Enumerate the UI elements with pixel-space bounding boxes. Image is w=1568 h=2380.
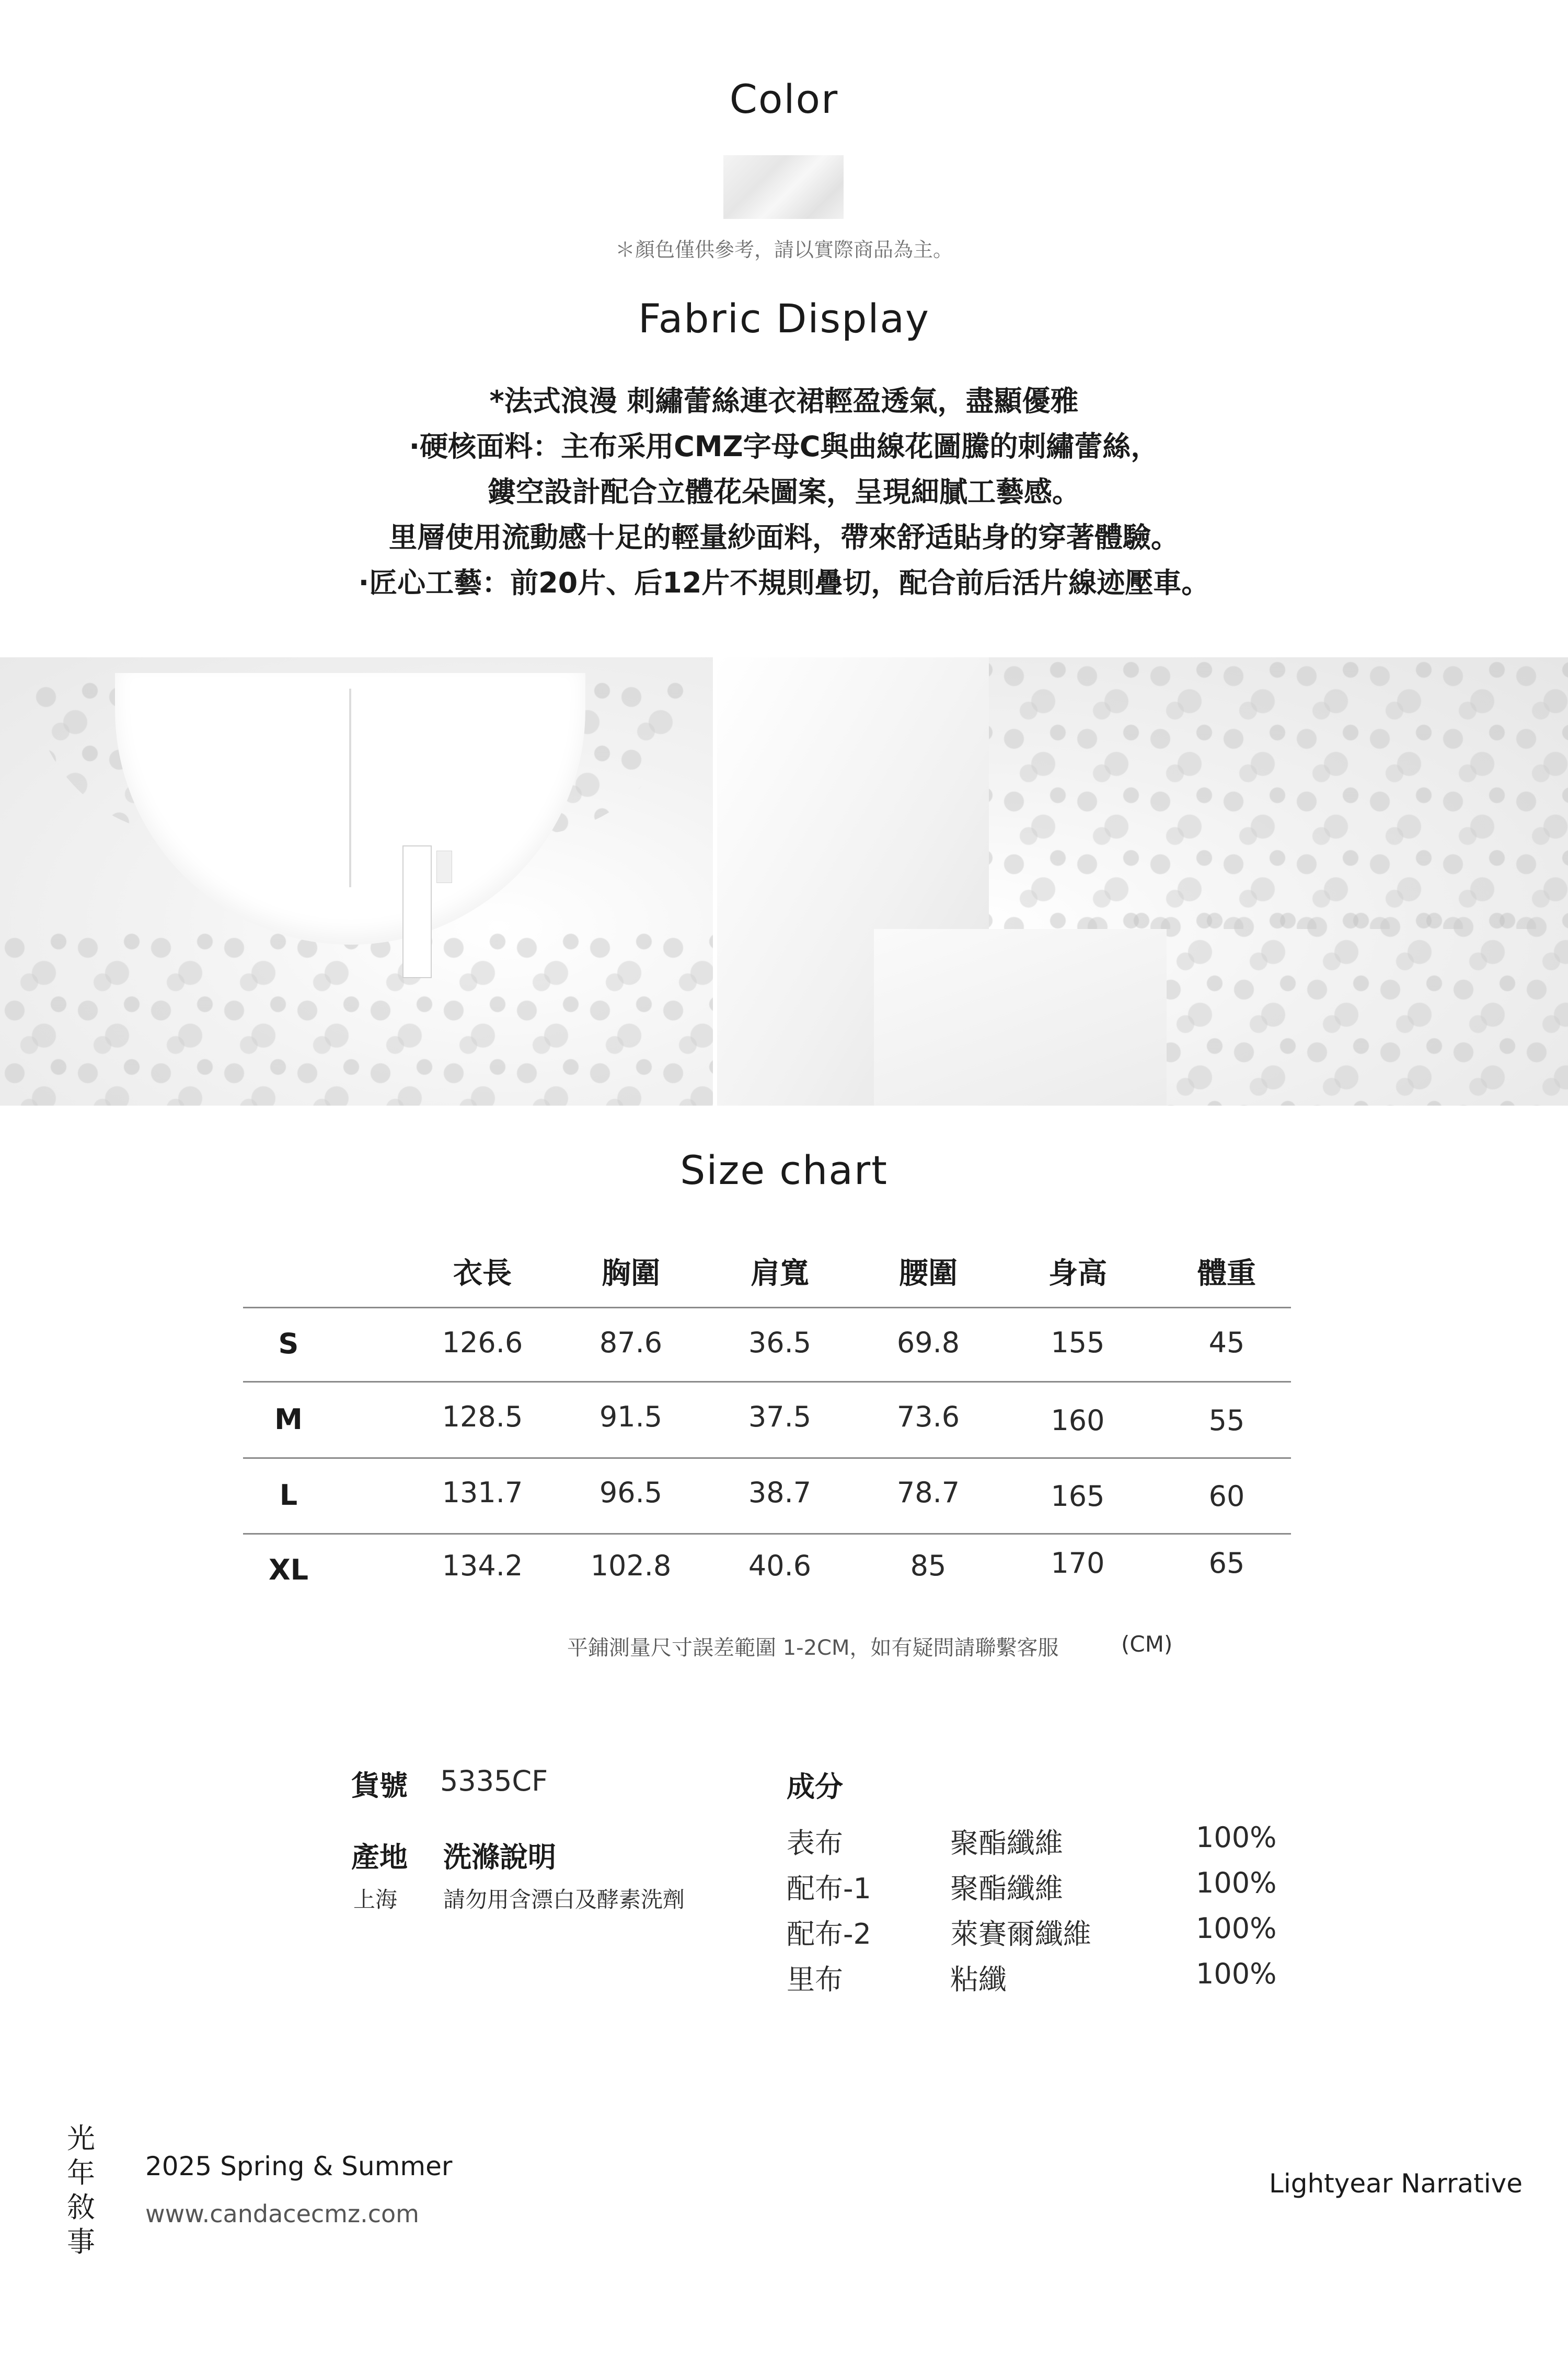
composition-percent: 100% bbox=[1196, 1957, 1277, 1990]
table-cell: 85 bbox=[910, 1549, 947, 1582]
table-cell: 45 bbox=[1208, 1326, 1245, 1359]
season-text: 2025 Spring & Summer bbox=[145, 2151, 453, 2181]
fabric-line: ·匠心工藝：前20片、后12片不規則疊切，配合前后活片線迹壓車。 bbox=[358, 566, 1210, 599]
wash-label: 洗滌說明 bbox=[443, 1841, 556, 1874]
item-no-value: 5335CF bbox=[440, 1764, 548, 1797]
header-height: 身高 bbox=[1048, 1257, 1107, 1291]
origin-value: 上海 bbox=[353, 1887, 398, 1912]
item-no-label: 貨號 bbox=[351, 1769, 408, 1802]
table-cell: 131.7 bbox=[442, 1476, 523, 1509]
table-cell: 55 bbox=[1208, 1404, 1245, 1437]
table-cell: 38.7 bbox=[748, 1476, 812, 1509]
brand-char: 敘 bbox=[67, 2191, 95, 2224]
table-cell: 160 bbox=[1051, 1404, 1105, 1437]
table-cell: 134.2 bbox=[442, 1549, 523, 1582]
table-cell: 165 bbox=[1051, 1480, 1105, 1513]
header-weight: 體重 bbox=[1197, 1257, 1256, 1291]
fabric-line: 里層使用流動感十足的輕量紗面料，帶來舒适貼身的穿著體驗。 bbox=[389, 521, 1179, 554]
size-chart-note: 平鋪測量尺寸誤差範圍 1-2CM，如有疑問請聯繫客服 bbox=[567, 1636, 1059, 1660]
fabric-line: 鏤空設計配合立體花朵圖案，呈現細膩工藝感。 bbox=[488, 475, 1080, 508]
garment-label-tag bbox=[402, 845, 432, 978]
brand-tagline: Lightyear Narrative bbox=[1269, 2168, 1523, 2199]
table-cell: 128.5 bbox=[442, 1400, 523, 1433]
zipper-seam bbox=[349, 689, 351, 887]
composition-label: 成分 bbox=[787, 1770, 843, 1803]
header-length: 衣長 bbox=[453, 1257, 512, 1291]
table-cell: 78.7 bbox=[896, 1476, 960, 1509]
fabric-line: ·硬核面料：主布采用CMZ字母C與曲線花圖騰的刺繡蕾絲， bbox=[409, 430, 1159, 463]
composition-part: 配布-1 bbox=[787, 1872, 871, 1905]
size-chart-unit: (CM) bbox=[1121, 1631, 1173, 1657]
size-label-xl: XL bbox=[268, 1553, 309, 1586]
origin-label: 產地 bbox=[351, 1841, 408, 1874]
table-divider bbox=[243, 1457, 1291, 1459]
table-cell: 96.5 bbox=[599, 1476, 663, 1509]
fabric-photo-sleeve-detail bbox=[717, 657, 1568, 1106]
composition-part: 表布 bbox=[787, 1827, 843, 1860]
wash-value: 請勿用含漂白及酵素洗劑 bbox=[443, 1887, 685, 1912]
composition-percent: 100% bbox=[1196, 1912, 1277, 1945]
fabric-title: Fabric Display bbox=[638, 295, 930, 342]
size-label-s: S bbox=[278, 1327, 299, 1360]
table-divider bbox=[243, 1307, 1291, 1308]
table-cell: 40.6 bbox=[748, 1549, 812, 1582]
table-cell: 60 bbox=[1208, 1480, 1245, 1513]
table-cell: 155 bbox=[1051, 1326, 1105, 1359]
size-chart-title: Size chart bbox=[680, 1147, 888, 1193]
header-waist: 腰圍 bbox=[899, 1257, 958, 1291]
composition-percent: 100% bbox=[1196, 1821, 1277, 1854]
color-note: ＊顏色僅供參考，請以實際商品為主。 bbox=[615, 238, 953, 261]
table-cell: 37.5 bbox=[748, 1400, 812, 1433]
table-cell: 65 bbox=[1208, 1547, 1245, 1580]
fabric-description bbox=[0, 378, 1568, 606]
website-link[interactable]: www.candacecmz.com bbox=[145, 2200, 419, 2228]
color-swatch-white[interactable] bbox=[723, 155, 844, 219]
composition-percent: 100% bbox=[1196, 1866, 1277, 1899]
table-cell: 91.5 bbox=[599, 1400, 663, 1433]
composition-material: 聚酯纖維 bbox=[950, 1827, 1063, 1860]
brand-char: 事 bbox=[67, 2225, 95, 2258]
table-cell: 73.6 bbox=[896, 1400, 960, 1433]
table-cell: 170 bbox=[1051, 1547, 1105, 1580]
table-divider bbox=[243, 1381, 1291, 1383]
composition-material: 粘纖 bbox=[950, 1963, 1007, 1996]
size-label-m: M bbox=[274, 1403, 303, 1436]
fabric-line: *法式浪漫 刺繡蕾絲連衣裙輕盈透氣，盡顯優雅 bbox=[489, 385, 1079, 417]
brand-char: 年 bbox=[67, 2156, 95, 2189]
care-label-tag bbox=[436, 851, 452, 883]
size-label-l: L bbox=[279, 1479, 298, 1512]
fabric-photo-neckline bbox=[0, 657, 713, 1106]
table-cell: 69.8 bbox=[896, 1326, 960, 1359]
composition-part: 里布 bbox=[787, 1963, 843, 1996]
brand-char: 光 bbox=[67, 2122, 95, 2155]
composition-material: 萊賽爾纖維 bbox=[950, 1918, 1091, 1951]
composition-part: 配布-2 bbox=[787, 1918, 871, 1951]
lining-fabric bbox=[874, 929, 1167, 1106]
color-title: Color bbox=[729, 76, 839, 122]
brand-vertical-logo bbox=[64, 2121, 98, 2259]
table-cell: 36.5 bbox=[748, 1326, 812, 1359]
header-chest: 胸圍 bbox=[602, 1257, 660, 1291]
table-cell: 126.6 bbox=[442, 1326, 523, 1359]
lace-texture bbox=[0, 929, 713, 1106]
table-cell: 102.8 bbox=[590, 1549, 672, 1582]
composition-material: 聚酯纖維 bbox=[950, 1872, 1063, 1905]
table-divider bbox=[243, 1533, 1291, 1535]
header-shoulder: 肩寬 bbox=[751, 1257, 809, 1291]
table-cell: 87.6 bbox=[599, 1326, 663, 1359]
